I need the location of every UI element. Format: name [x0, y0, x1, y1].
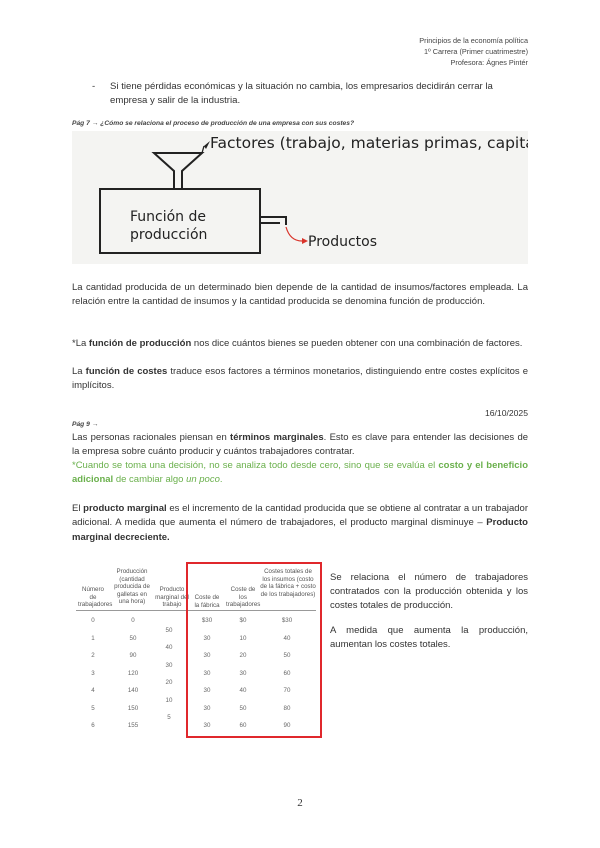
header-workers: Número de trabajadores [78, 586, 113, 608]
page-header [419, 35, 528, 68]
para2-pre: *La [72, 338, 89, 349]
highlight-box [186, 562, 322, 738]
cell-marginal: 5 [167, 714, 171, 722]
cell-marginal: 40 [165, 644, 173, 652]
para5-italic: un poco [186, 474, 220, 486]
cell-factory-cost: $30 [201, 617, 213, 624]
cell-marginal: 30 [165, 661, 173, 669]
cell-output: 155 [127, 722, 139, 729]
cell-worker-cost: 60 [239, 722, 247, 729]
cell-factory-cost: 30 [203, 722, 211, 729]
cell-total-cost: $30 [281, 617, 293, 624]
header-worker-cost: Coste de los trabajadores [226, 586, 261, 608]
paragraph-marginal-product [72, 502, 528, 545]
cell-workers: 2 [91, 652, 95, 659]
bullet-text: Si tiene pérdidas económicas y la situación no cambia, los empresarios decidirán cerrar la empresa y salir de la industria. [110, 81, 493, 106]
factors-label: Factores (trabajo, materias primas, capital) [210, 134, 528, 152]
para6-bold2: Producto marginal decreciente. [72, 517, 528, 543]
cell-output: 0 [131, 617, 135, 624]
cell-output: 140 [127, 687, 139, 694]
page-number: 2 [297, 797, 303, 809]
box-label-line2: producción [130, 227, 208, 243]
course-title: Principios de la economía política [419, 36, 528, 45]
cell-factory-cost: 30 [203, 669, 211, 677]
cell-worker-cost: 40 [239, 687, 247, 694]
cell-marginal: 50 [165, 626, 173, 634]
cell-output: 120 [127, 669, 139, 677]
cell-total-cost: 90 [283, 722, 291, 729]
paragraph-production-relation: La cantidad producida de un determinado bien depende de la cantidad de insumos/factores empleada. La relación entre la cantidad de insumos y la cantidad producida se denomina función de producción. [72, 282, 528, 308]
cell-factory-cost: 30 [203, 652, 211, 659]
side-notes [330, 571, 528, 652]
paragraph-marginal-note [72, 459, 528, 488]
para6-bold1: producto marginal [83, 503, 167, 514]
cell-total-cost: 80 [283, 704, 291, 712]
side-text-relation: Se relaciona el número de trabajadores contratados con la producción obtenida y los costes totales de producción. [330, 572, 528, 612]
bullet-dash: - [92, 81, 96, 92]
course-year: 1º Carrera (Primer cuatrimestre) [423, 47, 528, 56]
cell-worker-cost: 50 [239, 704, 247, 712]
cell-workers: 1 [91, 634, 95, 642]
cell-marginal: 10 [165, 696, 173, 704]
products-arrow [286, 227, 302, 241]
cell-marginal: 20 [165, 679, 173, 687]
cell-worker-cost: 30 [239, 669, 247, 677]
production-function-diagram [72, 131, 528, 264]
cell-output: 90 [129, 652, 137, 659]
cell-output: 50 [129, 634, 137, 642]
para5-bold: costo y el beneficio adicional [72, 460, 528, 486]
box-label-line1: Función de [130, 209, 207, 225]
para4-bold: términos marginales [230, 432, 324, 443]
diagram-svg [72, 131, 528, 264]
cell-workers: 6 [91, 722, 95, 729]
paragraph-production-function [72, 337, 528, 351]
paragraph-cost-function [72, 365, 528, 394]
cell-output: 150 [127, 704, 139, 712]
para4-pre: Las personas racionales piensan en [72, 432, 231, 443]
para5-post: . [219, 474, 223, 486]
para5-pre: *Cuando se toma una decisión, no se analiza todo desde cero, sino que se evalúa el [72, 460, 439, 471]
cell-total-cost: 60 [283, 669, 291, 677]
cell-total-cost: 70 [283, 687, 291, 694]
paragraph-marginal-thinking [72, 431, 528, 460]
products-label: Productos [308, 234, 378, 250]
para5-mid: de cambiar algo [113, 474, 187, 486]
cell-workers: 4 [91, 687, 95, 694]
para2-bold: función de producción [88, 338, 192, 349]
professor-name: Profesora: Ágnes Pintér [450, 58, 528, 67]
para2-post: nos dice cuántos bienes se pueden obtener con una combinación de factores. [191, 338, 523, 349]
date-stamp: 16/10/2025 [484, 408, 528, 418]
para4-post: . Esto es clave para entender las decisiones de la empresa sobre cuánto producir y cuántos trabajadores contratar. [72, 432, 529, 458]
para6-mid: es el incremento de la cantidad producida que se obtiene al contratar a un trabajador adicional. A medida que aumenta el número de trabajadores, el producto marginal disminuye – [72, 503, 528, 529]
section-heading-p9: Pág 9 → [72, 421, 99, 428]
para3-post: traduce esos factores a términos monetarios, distinguiendo entre costes explícitos e implícitos. [72, 366, 528, 392]
factors-arrow [202, 146, 204, 153]
cell-workers: 5 [91, 704, 95, 712]
cell-total-cost: 40 [283, 634, 291, 642]
cell-worker-cost: 20 [239, 652, 247, 659]
funnel-icon [154, 153, 202, 189]
section-heading-p7: Pág 7 → ¿Cómo se relaciona el proceso de producción de una empresa con sus costes? [72, 120, 355, 127]
cell-total-cost: 50 [283, 652, 291, 659]
para3-pre: La [72, 366, 86, 377]
cell-factory-cost: 30 [203, 704, 211, 712]
cell-factory-cost: 30 [203, 687, 211, 694]
cell-factory-cost: 30 [203, 634, 211, 642]
header-output: Producción (cantidad producida de galletas en una hora) [114, 568, 150, 605]
para6-pre: El [72, 503, 84, 514]
header-marginal: Producto marginal del trabajo [155, 586, 189, 608]
cell-workers: 3 [91, 669, 95, 677]
cell-workers: 0 [91, 617, 95, 624]
para3-bold: función de costes [85, 366, 168, 377]
header-total-cost: Costes totales de los insumos (costo de la fábrica + costo de los trabajadores) [260, 568, 316, 598]
side-text-costs: A medida que aumenta la producción, aumentan los costes totales. [330, 624, 528, 650]
cell-worker-cost: 10 [239, 634, 247, 642]
header-factory-cost: Coste de la fábrica [194, 594, 220, 609]
cell-worker-cost: $0 [239, 617, 247, 624]
